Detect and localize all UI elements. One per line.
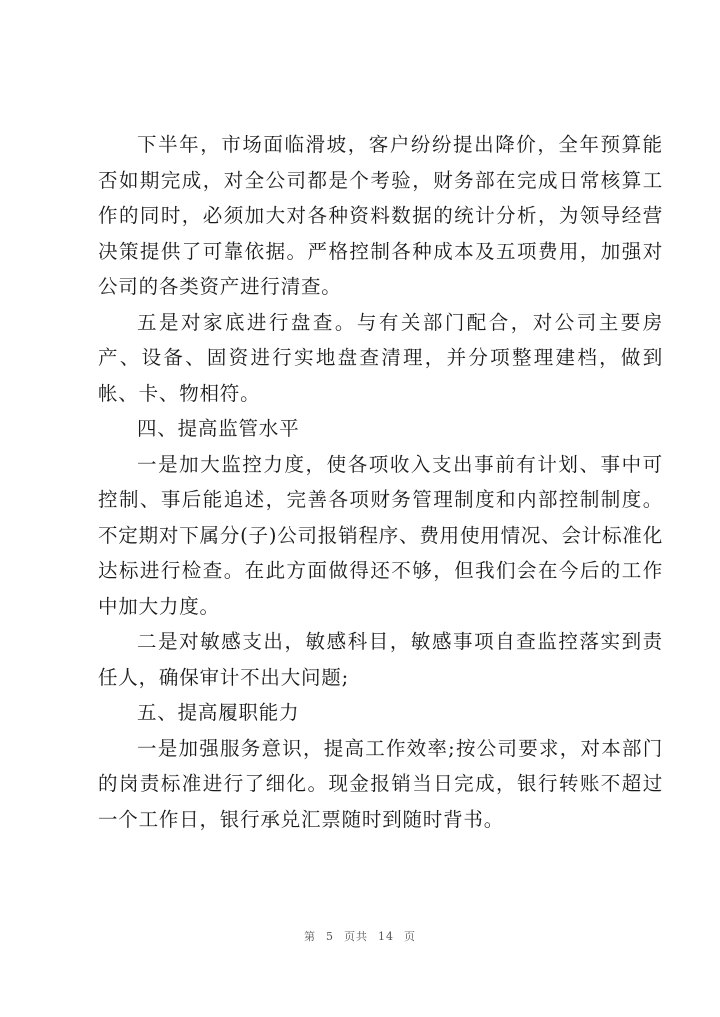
footer-page-number: 5 xyxy=(326,930,334,943)
footer-suffix: 页 xyxy=(404,930,416,943)
paragraph-sensitive-items: 二是对敏感支出，敏感科目，敏感事项自查监控落实到责任人，确保审计不出大问题; xyxy=(98,630,663,689)
page-footer xyxy=(0,928,720,944)
paragraph-service-awareness: 一是加强服务意识，提高工作效率;按公司要求，对本部门的岗责标准进行了细化。现金报销当日完成，银行转账不超过一个工作日，银行承兑汇票随时到随时背书。 xyxy=(98,736,663,831)
document-body xyxy=(98,127,663,837)
footer-prefix: 第 xyxy=(304,930,316,943)
footer-total-pages: 14 xyxy=(378,930,394,943)
section-heading-supervision: 四、提高监管水平 xyxy=(137,417,300,440)
footer-middle: 页共 xyxy=(344,930,368,943)
section-heading-performance: 五、提高履职能力 xyxy=(137,701,300,724)
paragraph-asset-inventory: 五是对家底进行盘查。与有关部门配合，对公司主要房产、设备、固资进行实地盘查清理，并分项整理建档，做到帐、卡、物相符。 xyxy=(98,310,663,405)
paragraph-budget-review: 下半年，市场面临滑坡，客户纷纷提出降价，全年预算能否如期完成，对全公司都是个考验，财务部在完成日常核算工作的同时，必须加大对各种资料数据的统计分析，为领导经营决策提供了可靠依据。严格控制各种成本及五项费用，加强对公司的各类资产进行清查。 xyxy=(98,133,663,298)
paragraph-monitoring: 一是加大监控力度，使各项收入支出事前有计划、事中可控制、事后能追述，完善各项财务管理制度和内部控制制度。不定期对下属分(子)公司报销程序、费用使用情况、会计标准化达标进行检查。在此方面做得还不够，但我们会在今后的工作中加大力度。 xyxy=(98,452,663,618)
